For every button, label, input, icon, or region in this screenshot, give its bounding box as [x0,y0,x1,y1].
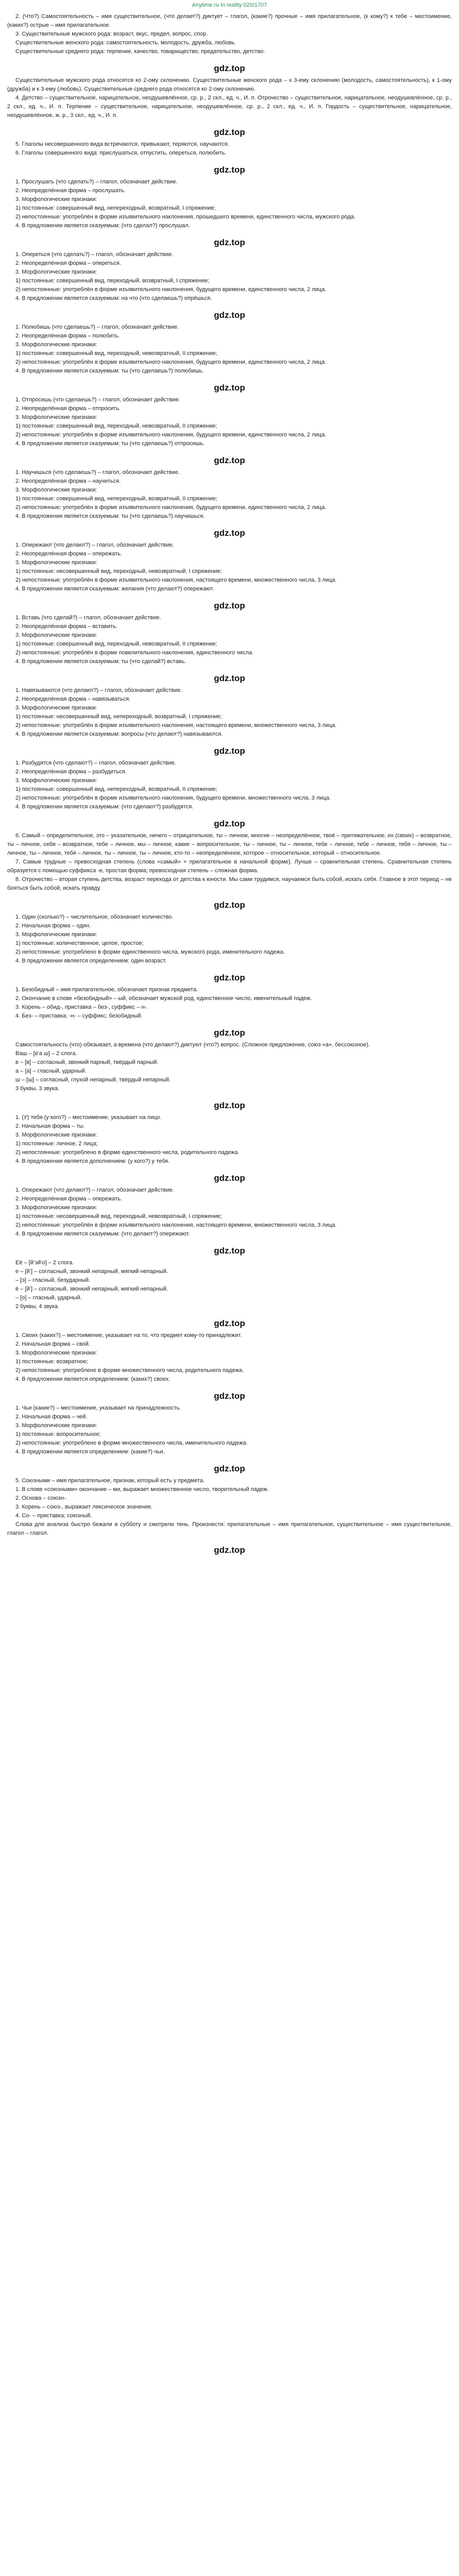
paragraph: 3. Морфологические признаки: [15,931,97,938]
watermark: gdz.top [214,601,245,611]
answer-block [7,614,452,666]
answer-block [7,832,452,893]
paragraph: 2. Неопределённая форма – разбудиться. [15,769,127,775]
paragraph: 2. Начальная форма – свой. [15,1341,90,1347]
paragraph: 4. В предложении является определением: один возраст. [15,958,167,964]
paragraph: 4. В предложении является сказуемым: на что (что сделаешь?) опрёшься. [15,295,212,301]
answer-block [7,1404,452,1456]
paragraph: Ваш – [в’а ш] – 2 слога. [15,1050,77,1057]
paragraph: 2 буквы, 4 звука. [15,1303,59,1310]
watermark: gdz.top [214,383,245,393]
paragraph: 4. В предложении является сказуемым: (что сделал?) прослушал. [15,223,190,229]
paragraph: 4. В предложении является сказуемым: ты (что сделай?) вставь. [15,658,186,665]
paragraph: 4. В предложении является определением: (какие?) чьи. [15,1449,165,1455]
paragraph: 3. Корень – союз-, выражает лексическое значение. [15,1504,153,1510]
document-content [0,9,459,1558]
paragraph: 3. Морфологические признаки: [15,1422,97,1429]
paragraph: 1) постоянные: вопросительное; [15,1431,101,1437]
paragraph: 2. Начальная форма – один. [15,923,91,929]
paragraph: 2) непостоянные: употреблено в форме множественного числа, родительного падежа. [15,1367,244,1374]
paragraph: в – [в] – согласный, звонкий парный, твёрдый парный. [15,1059,159,1065]
paragraph: 6. Самый – определительное, это – указательное, ничего – отрицательное, ты – личное, многие – неопределённое, твоё – притяжательное, их (своих) – возвратное, ты – личное, себя – возвратное, тебе – личное, мы – личное, какие – вопросительное, ты – личное, ты – личное, тебе – личное, тебе – личное, тебя – личное, ты – личное, ты – личное, тебя – личное, ты – личное, ты – личное, кто-то – неопределённое, которое – относительное, который – относительное. [7,833,452,856]
paragraph: – [о] – гласный, ударный. [15,1295,82,1301]
paragraph: Слова для анализа быстро бежали в субботу и смотрели тень. Произнести: прилагательные – имя прилагательное, существительное – имя существительное, глагол – глагол. [7,1521,452,1536]
paragraph: 2. Неопределённая форма – научиться. [15,478,121,484]
paragraph: 3. Морфологические признаки: [15,632,97,638]
paragraph: 1. Полюбишь (что сделаешь?) – глагол, обозначает действие. [15,324,179,330]
paragraph: 1. Опереться (что сделать?) – глагол, обозначает действие. [15,251,174,258]
paragraph: 1. В слове «союзными» окончание – ми, выражает множественное число, творительный падеж. [15,1486,269,1493]
watermark: gdz.top [214,1028,245,1038]
paragraph: 2) непостоянные: употреблён в форме изъявительного наклонения, настоящего времени, множественного числа, 3 лица. [15,1222,337,1228]
paragraph: 2. Неопределённая форма – прослушать. [15,188,126,194]
watermark: gdz.top [214,63,245,73]
paragraph: 1. Безобидный – имя прилагательное, обозначает признак предмета. [15,987,198,993]
answer-block [7,76,452,120]
paragraph: 2. Окончание в слове «безобидный» – ый, обозначает мужской род, единственное число, именительный падеж. [15,995,312,1002]
paragraph: 1) постоянные: совершенный вид, переходный, невозвратный, II спряжение; [15,423,217,429]
answer-block [7,468,452,521]
answer-block [7,759,452,811]
paragraph: 3. Морфологические признаки: [15,777,97,784]
paragraph: 4. В предложении является определением: (каких?) своих. [15,1376,171,1382]
paragraph: Самостоятельность (что) обязывает, а времена (что делают?) диктуют (что?) вопрос. (Сложное предложение, союз «а», бессоюзное). [15,1042,370,1048]
paragraph: 1. Чьи (какие?) – местоимение, указывает на принадлежность. [15,1405,181,1411]
paragraph: 1) постоянные: личное, 2 лица; [15,1141,98,1147]
answer-block [7,541,452,594]
paragraph: 1. Разбудятся (что сделают?) – глагол, обозначает действие. [15,760,176,766]
paragraph: 2. Неопределённая форма – опереться. [15,260,121,266]
watermark: gdz.top [214,973,245,982]
paragraph: 3. Существительные мужского рода: возраст, вкус, предел, вопрос, спор. [15,31,208,37]
watermark: gdz.top [214,1545,245,1555]
watermark: gdz.top [214,1391,245,1401]
watermark: gdz.top [214,238,245,247]
paragraph: 6. Глаголы совершенного вида: прислушаться, отпустить, опереться, полюбить. [15,150,227,156]
answer-block [7,986,452,1021]
paragraph: 1. Прослушать (что сделать?) – глагол, обозначает действие. [15,179,178,185]
paragraph: 1. Научишься (что сделаешь?) – глагол, обозначает действие. [15,469,180,476]
watermark: gdz.top [214,1318,245,1328]
paragraph: 3. Морфологические признаки: [15,342,97,348]
answer-block [7,12,452,56]
paragraph: 4. В предложении является сказуемым: (что делают?) опережают. [15,1231,190,1237]
paragraph: 2) непостоянные: употреблён в форме изъявительного наклонения, будущего времени, единственного числа, 2 лица. [15,432,327,438]
paragraph: 1) постоянные: возвратное; [15,1359,88,1365]
paragraph: 2. (Что?) Самостоятельность – имя существительное, (что делает?) диктует – глагол, (какие?) прочные – имя прилагательное, (к кому?) к тебе – местоимение, (каких?) острые – имя прилагательное. [7,13,452,28]
answer-block [7,1041,452,1093]
paragraph: 1) постоянные: совершенный вид, непереходный, возвратный, II спряжение; [15,786,217,792]
paragraph: 1) постоянные: совершенный вид, переходный, невозвратный, II спряжение; [15,641,217,647]
paragraph: 2) непостоянные: употреблён в форме изъявительного наклонения, будущего времени, единственного числа, 2 лица. [15,286,327,293]
paragraph: 1) постоянные: несовершенный вид, переходный, невозвратный, I спряжение; [15,568,222,574]
paragraph: 3. Морфологические признаки: [15,1132,97,1138]
paragraph: ш – [ш] – согласный, глухой непарный, твёрдый непарный. [15,1077,171,1083]
paragraph: 1. Опережают (что делают?) – глагол, обозначает действие. [15,1187,174,1193]
paragraph: 4. В предложении является сказуемым: вопросы (что делают?) навязываются. [15,731,223,737]
watermark: gdz.top [214,165,245,175]
answer-block [7,913,452,965]
paragraph: 2. Неопределённая форма – опережать. [15,551,122,557]
paragraph: Существительные женского рода: самостоятельность, молодость, дружба, любовь. [15,40,236,46]
paragraph: 4. Детство – существительное, нарицательное, неодушевлённое, ср. р., 2 скл., ед. ч., И. п. Отрочество – существительное, нарицательное, неодушевлённое, ср. р., 2 скл., ед. ч., И. п. Терпение – существительное, нарицательное, неодушевлённое, ср. р., 2 скл., ед. ч., И. п. Гордость – существительное, нарицательное, неодушевлённое, ж. р., 3 скл., ед. ч., И. п. [7,95,452,118]
paragraph: 3. Морфологические признаки: [15,414,97,420]
paragraph: 3. Морфологические признаки: [15,196,97,202]
paragraph: Существительные среднего рода: терпение, качество, товарищество, предательство, детство. [15,48,265,55]
answer-block [7,1113,452,1166]
paragraph: 2) непостоянные: употреблён в форме изъявительного наклонения, будущего времени, единственного числа, 2 лица. [15,359,327,365]
paragraph: 2. Неопределённая форма – отпросить. [15,405,121,412]
paragraph: 2) непостоянные: употреблено в форме множественного числа, именительного падежа. [15,1440,248,1446]
paragraph: 4. В предложении является сказуемым: желания (что делают?) опережают. [15,586,214,592]
paragraph: 1. Опережают (что делают?) – глагол, обозначает действие. [15,542,174,548]
paragraph: 3. Морфологические признаки: [15,269,97,275]
paragraph: 4. В предложении является сказуемым: ты (что сделаешь?) полюбишь. [15,368,204,374]
paragraph: 1. Отпросишь (что сделаешь?) – глагол, обозначает действие. [15,397,180,403]
paragraph: 3. Морфологические признаки: [15,1350,97,1356]
watermark: gdz.top [214,746,245,756]
paragraph: 4. Без- – приставка; -н- – суффикс; безобидный. [15,1013,143,1019]
answer-block [7,1259,452,1311]
answer-block [7,1477,452,1538]
paragraph: 2. Начальная форма – ты. [15,1123,85,1129]
paragraph: 1. Своих (каких?) – местоимение, указывает на то, что предмет кому-то принадлежит. [15,1332,242,1338]
paragraph: 1) постоянные: совершенный вид, непереходный, возвратный, II спряжение; [15,496,217,502]
answer-block [7,323,452,376]
answer-block [7,396,452,448]
paragraph: ё – [й’] – согласный, звонкий непарный, мягкий непарный. [15,1286,168,1292]
paragraph: 2. Основа – союзн-. [15,1495,67,1501]
paragraph: 3. Морфологические признаки: [15,560,97,566]
paragraph: 1) постоянные: количественное, целое, простое; [15,940,144,946]
paragraph: 1) постоянные: совершенный вид, непереходный, возвратный, I спряжение; [15,205,216,211]
watermark: gdz.top [214,1100,245,1110]
answer-block [7,140,452,158]
paragraph: 8. Отрочество – вторая ступень детства, возраст перехода от детства к юности. Мы сами трудимся, научаемся быть собой, искать себя. Главное в этот период – не бояться быть собой, искать правду. [7,876,452,891]
watermark: gdz.top [214,127,245,137]
paragraph: 1. Один (сколько?) – числительное, обозначает количество. [15,914,174,920]
paragraph: 3. Корень – обид-, приставка – без-, суффикс – н-. [15,1004,148,1010]
paragraph: 1. (У) тебя (у кого?) – местоимение, указывает на лицо. [15,1114,162,1121]
watermark: gdz.top [214,1246,245,1256]
paragraph: 2) непостоянные: употреблён в форме изъявительного наклонения, будущего времени, множественного числа, 3 лица. [15,795,331,801]
answer-block [7,1186,452,1239]
paragraph: – [э] – гласный, безударный. [15,1277,91,1283]
paragraph: 4. В предложении является сказуемым: ты (что сделаешь?) научишься. [15,513,205,519]
paragraph: 4. В предложении является сказуемым: (что сделают?) разбудятся. [15,804,194,810]
watermark: gdz.top [214,900,245,910]
paragraph: 2) непостоянные: употреблено в форме единственного числа, родительного падежа. [15,1149,240,1156]
paragraph: 4. Со- – приставка; союзный. [15,1513,92,1519]
paragraph: 1) постоянные: несовершенный вид, переходный, невозвратный, I спряжение; [15,1213,222,1219]
answer-block [7,686,452,739]
paragraph: 2) непостоянные: употреблён в форме изъявительного наклонения, настоящего времени, множественного числа, 3 лица. [15,722,337,728]
paragraph: 3 буквы, 3 звука. [15,1086,59,1092]
paragraph: 3. Морфологические признаки: [15,487,97,493]
paragraph: 1) постоянные: несовершенный вид, непереходный, возвратный, I спряжение; [15,714,222,720]
watermark: gdz.top [214,310,245,320]
paragraph: а – [а] – гласный, ударный. [15,1068,87,1074]
header-link[interactable]: Anytime.ru in reality 020/1707 [192,2,267,8]
paragraph: 5. Глаголы несовершенного вида встречаются, привыкают, теряются, научаются. [15,141,229,147]
paragraph: 2) непостоянные: употреблено в форме единственного числа, мужского рода, именительного падежа. [15,949,285,955]
paragraph: 1) постоянные: совершенный вид, переходный, невозвратный, II спряжение; [15,350,217,357]
paragraph: 4. В предложении является дополнением: (у кого?) у тебя. [15,1158,170,1164]
watermark: gdz.top [214,1173,245,1183]
paragraph: 2. Неопределённая форма – полюбить. [15,333,120,339]
paragraph: 2) непостоянные: употреблён в форме изъявительного наклонения, будущего времени, единственного числа, 2 лица. [15,504,327,511]
answer-block [7,178,452,230]
paragraph: 5. Союзными – имя прилагательное, признак, который есть у предмета. [15,1478,205,1484]
paragraph: 1. Вставь (что сделай?) – глагол, обозначает действие. [15,615,161,621]
watermark: gdz.top [214,528,245,538]
answer-block [7,250,452,303]
paragraph: 3. Морфологические признаки: [15,1205,97,1211]
paragraph: 7. Самые трудные – превосходная степень (слова «самый» + прилагательное в начальной форме). Лучше – сравнительная степень. Сравнительная степень образуется с помощью суффикса -е, простая форма; превосходная степень – сложная форма. [7,859,452,874]
paragraph: е – [й’] – согласный, звонкий непарный, мягкий непарный. [15,1268,168,1275]
paragraph: 2. Неопределённая форма – вставить. [15,623,117,630]
paragraph: Её – [й’эй’о] – 2 слога. [15,1260,74,1266]
paragraph: 2) непостоянные: употреблён в форме изъявительного наклонения, прошедшего времени, единственного числа, мужского рода. [15,214,355,220]
paragraph: 3. Морфологические признаки: [15,705,97,711]
paragraph: 1. Навязываются (что делают?) – глагол, обозначает действие. [15,687,182,693]
paragraph: 1) постоянные: совершенный вид, переходный, возвратный, I спряжение; [15,278,210,284]
paragraph: Существительные мужского рода относятся ко 2-ому склонению. Существительные женского рода – к 3-ему склонению (молодость, самостоятельность), к 1-ому (дружба) и к 3-ему (любовь). Существительные среднего рода относятся ко 2-ому склонению. [7,77,452,92]
watermark: gdz.top [214,455,245,465]
watermark: gdz.top [214,673,245,683]
paragraph: 2) непостоянные: употреблён в форме изъявительного наклонения, настоящего времени, множественного числа, 3 лица. [15,577,337,583]
paragraph: 2. Начальная форма – чей. [15,1414,88,1420]
paragraph: 2) непостоянные: употреблён в форме повелительного наклонения, единственного числа. [15,650,254,656]
paragraph: 4. В предложении является сказуемым: ты (что сделаешь?) отпросишь. [15,440,205,447]
watermark: gdz.top [214,819,245,828]
watermark: gdz.top [214,1464,245,1473]
paragraph: 2. Неопределённая форма – навязываться. [15,696,131,702]
paragraph: 2. Неопределённая форма – опережать. [15,1196,122,1202]
answer-block [7,1331,452,1384]
